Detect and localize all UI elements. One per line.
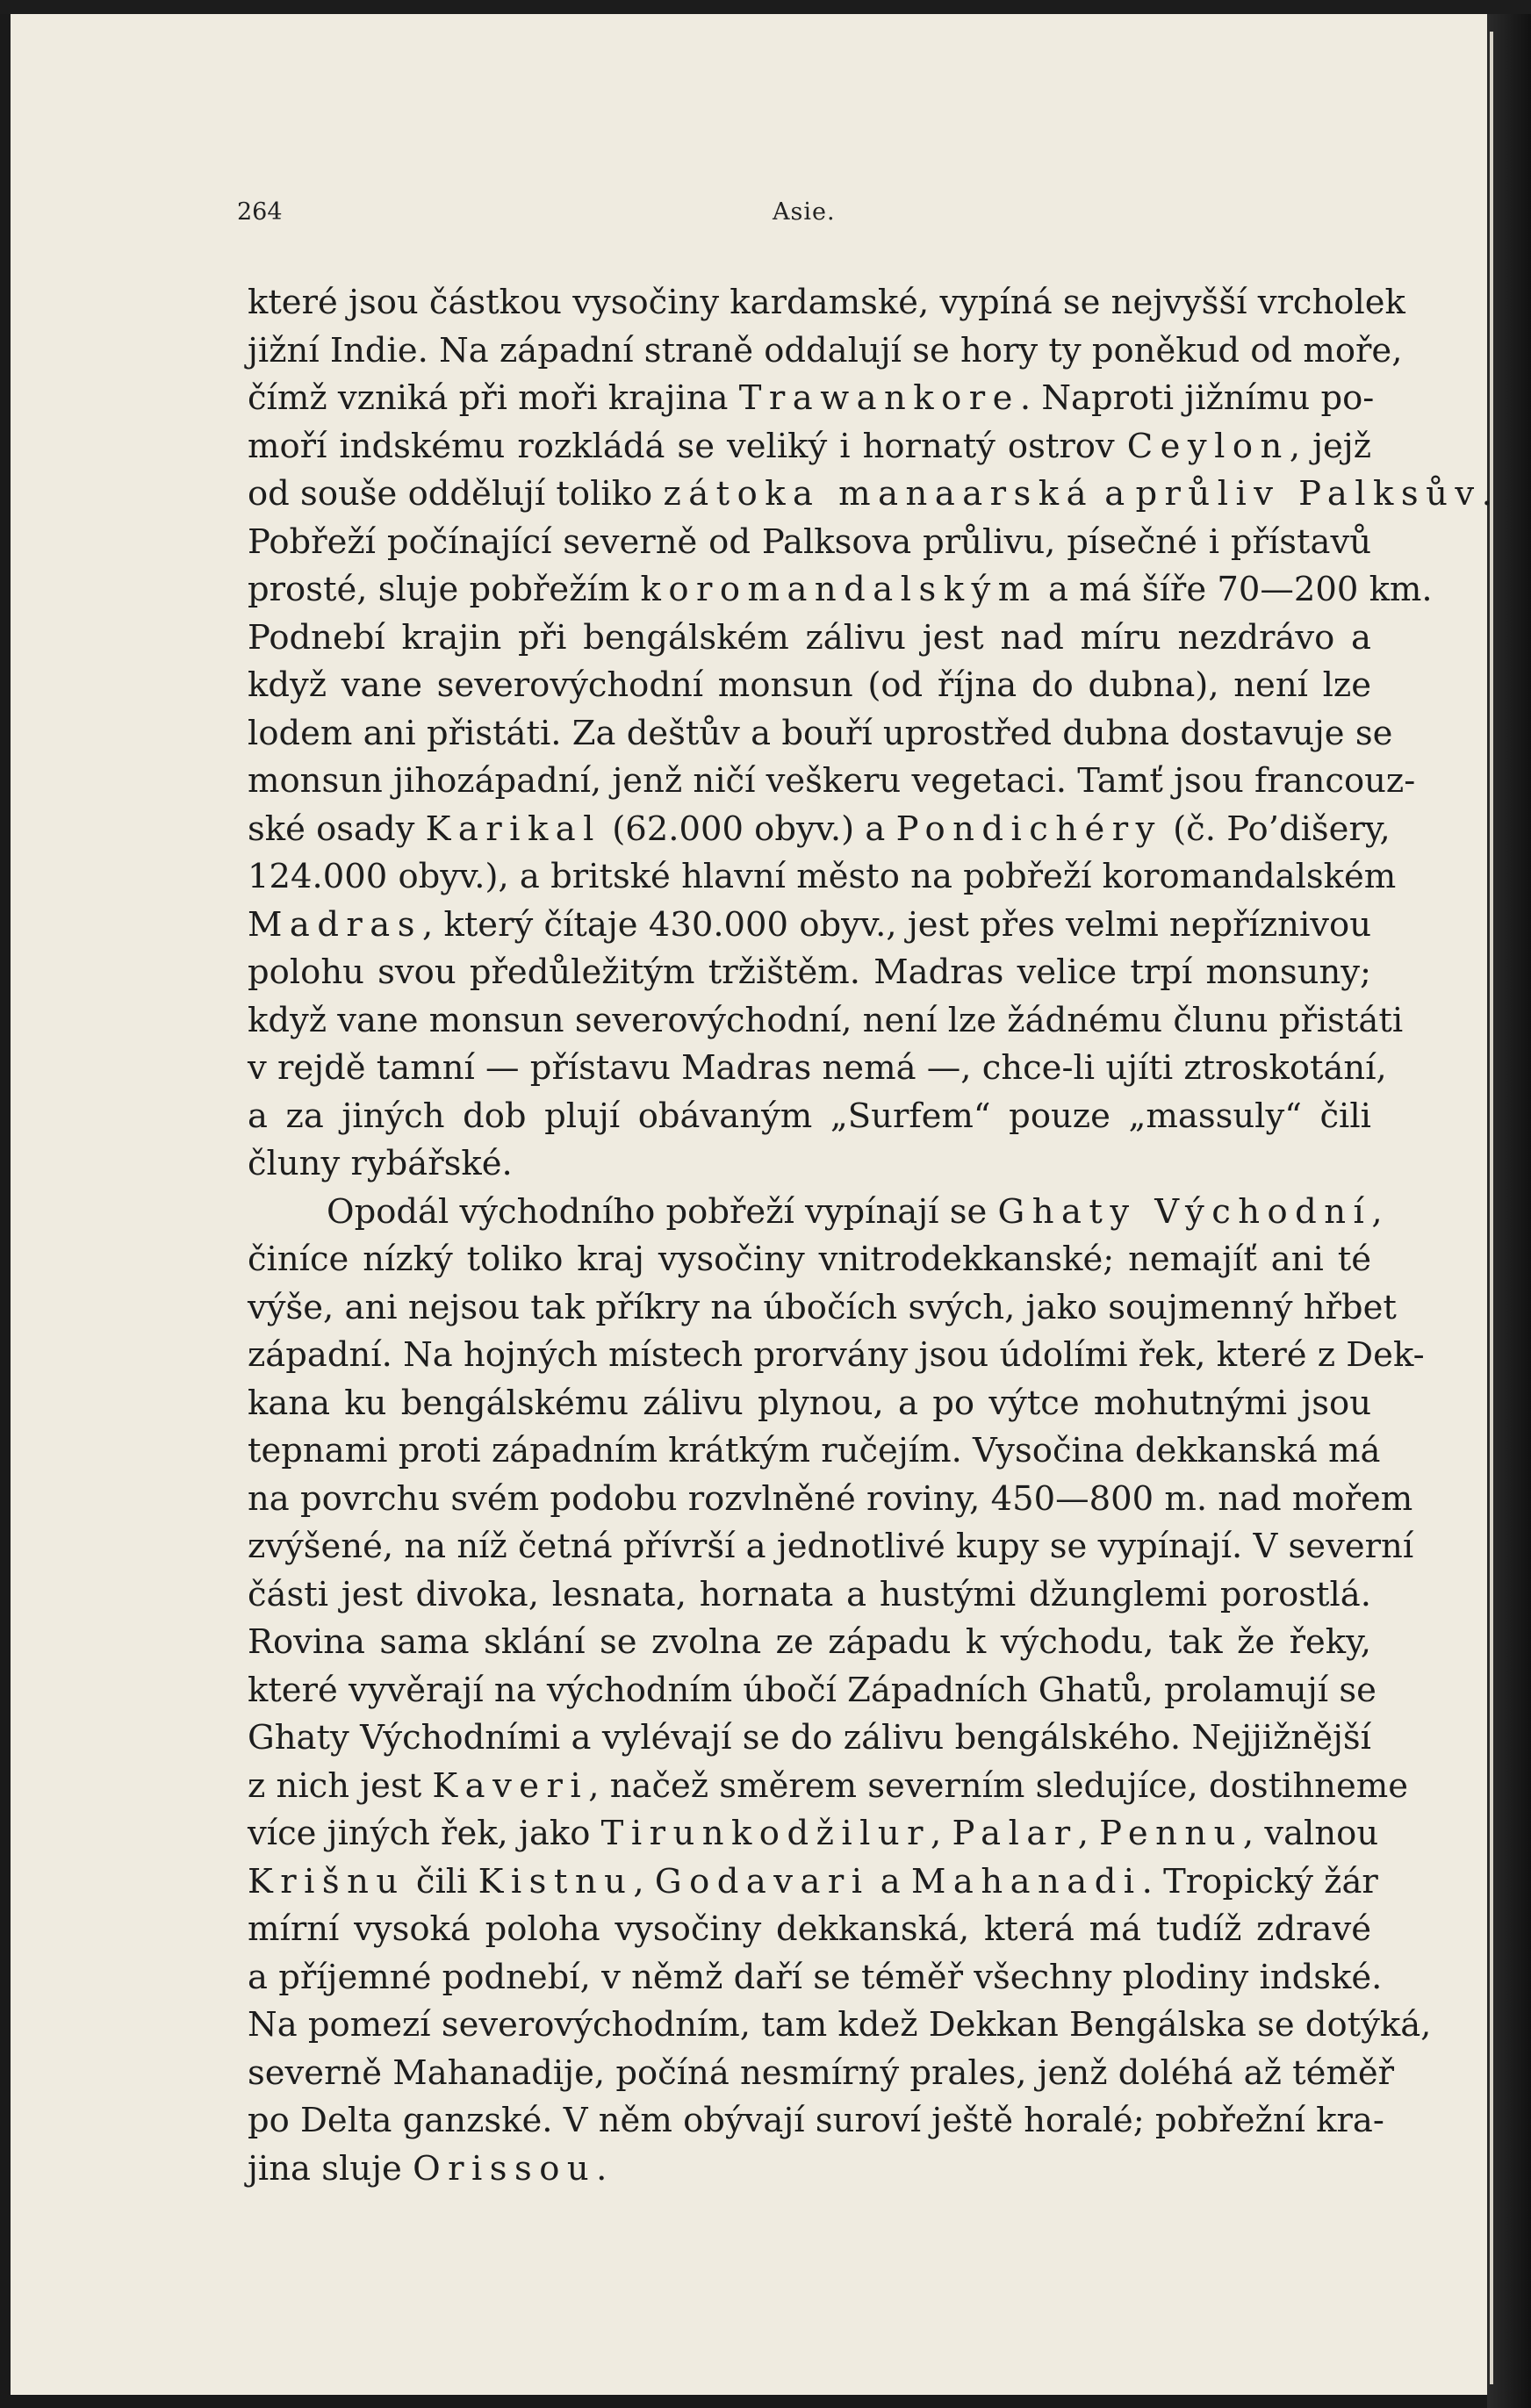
text-line	[248, 1140, 1371, 1189]
text-line	[248, 2146, 1371, 2194]
text-segment: (č. Po’dišery,	[1161, 809, 1391, 849]
text-segment: tepnami proti západním krátkým ručejím. Vysočina dekkanská má	[248, 1431, 1381, 1470]
text-line	[248, 2050, 1395, 2098]
text-line	[248, 2097, 1384, 2146]
text-segment: Opodál východního pobřeží vypínají se	[327, 1191, 998, 1232]
text-segment: jižní Indie. Na západní straně oddalují se hory ty poněkud od moře,	[248, 330, 1403, 370]
text-segment: polohu svou předůležitým tržištěm. Madras velice trpí monsuny;	[248, 952, 1371, 992]
text-line	[248, 1619, 1371, 1667]
text-segment: ,	[1371, 1191, 1383, 1232]
text-line	[248, 279, 1405, 327]
text-line	[248, 1332, 1425, 1380]
text-line	[248, 1858, 1378, 1907]
text-line	[248, 1093, 1371, 1141]
text-segment: ,	[1077, 1814, 1100, 1853]
text-segment: (62.000 obyv.) a	[600, 809, 896, 849]
text-segment: Na pomezí severovýchodním, tam kdež Dekkan Bengálska se dotýká,	[248, 2005, 1432, 2045]
spaced-term: Karikal	[425, 809, 601, 849]
text-line	[248, 1284, 1397, 1333]
text-line	[248, 1571, 1371, 1620]
text-line	[248, 853, 1397, 902]
spaced-term: zátoka manaarská	[663, 474, 1094, 514]
text-segment: když vane monsun severovýchodní, není lze žádnému člunu přistáti	[248, 1000, 1404, 1040]
text-segment: a za jiných dob plují obávaným „Surfem“ pouze „massuly“ čili	[248, 1096, 1371, 1136]
text-segment: po Delta ganzské. V něm obývají suroví ještě horalé; pobřežní kra-	[248, 2101, 1384, 2140]
text-line	[248, 327, 1403, 376]
text-segment: kana ku bengálskému zálivu plynou, a po výtce mohutnými jsou	[248, 1383, 1371, 1423]
text-line	[248, 1427, 1381, 1476]
text-segment: v rejdě tamní — přístavu Madras nemá —, chce-li ujíti ztroskotání,	[248, 1048, 1387, 1088]
text-segment: činíce nízký toliko kraj vysočiny vnitrodekkanské; nemajíť ani té	[248, 1240, 1371, 1279]
spaced-term: koromandalským	[640, 570, 1038, 609]
text-segment: čímž vzniká při moři krajina	[248, 378, 739, 418]
spaced-term: Tirunkodžilur	[600, 1814, 931, 1853]
text-line	[248, 949, 1371, 997]
text-segment: prosté, sluje pobřežím	[248, 570, 641, 609]
text-segment: z nich jest	[248, 1765, 433, 1806]
spaced-term: Krišnu	[248, 1861, 406, 1901]
spaced-term: Kaveri	[432, 1765, 589, 1806]
text-segment: , valnou	[1242, 1814, 1379, 1853]
text-segment: čluny rybářské.	[248, 1144, 513, 1183]
text-segment: části jest divoka, lesnata, hornata a hustými džunglemi porostlá.	[248, 1574, 1371, 1614]
page-number: 264	[237, 198, 283, 226]
spaced-term: Palar	[952, 1814, 1078, 1853]
text-line	[248, 1810, 1379, 1858]
text-line	[248, 1906, 1371, 1954]
text-segment: Pobřeží počínající severně od Palksova průlivu, písečné i přístavů	[248, 521, 1371, 562]
text-line	[248, 423, 1371, 471]
text-segment: více jiných řek, jako	[248, 1814, 601, 1853]
text-segment: a	[1094, 474, 1136, 514]
text-line	[248, 1954, 1383, 2002]
running-title: Asie.	[773, 198, 836, 226]
text-segment: severně Mahanadije, počíná nesmírný prales, jenž doléhá až téměř	[248, 2052, 1395, 2093]
text-segment: ské osady	[248, 809, 426, 849]
text-line	[248, 662, 1371, 710]
scan-top-band	[0, 0, 1531, 14]
text-segment: které jsou částkou vysočiny kardamské, vypíná se nejvyšší vrcholek	[248, 283, 1405, 322]
text-segment: .	[596, 2148, 607, 2189]
text-line	[248, 2002, 1432, 2050]
text-line	[248, 710, 1393, 758]
spaced-term: průliv Palksův	[1135, 474, 1482, 514]
text-line	[248, 1714, 1371, 1763]
text-segment: Ghaty Východními a vylévají se do zálivu bengálského. Nejjižnější	[248, 1718, 1371, 1757]
text-segment: ,	[633, 1861, 655, 1901]
text-segment: monsun jihozápadní, jenž ničí veškeru vegetaci. Tamť jsou francouz-	[248, 761, 1416, 801]
spaced-term: Pennu	[1099, 1814, 1243, 1853]
text-line	[248, 471, 1492, 519]
text-segment: 124.000 obyv.), a britské hlavní město na pobřeží koromandalském	[248, 857, 1397, 896]
body-text	[248, 279, 1492, 2193]
text-segment: od souše oddělují toliko	[248, 474, 664, 514]
text-line	[248, 1380, 1371, 1428]
text-segment: mírní vysoká poloha vysočiny dekkanská, která má tudíž zdravé	[248, 1909, 1371, 1949]
text-segment: .	[1481, 474, 1492, 514]
spaced-term: Pondichéry	[895, 809, 1162, 849]
text-segment: zvýšené, na níž četná přívrší a jednotlivé kupy se vypínají. V severní	[248, 1527, 1414, 1566]
text-line	[248, 519, 1371, 567]
spaced-term: Godavari	[654, 1861, 870, 1901]
text-segment: a	[869, 1861, 911, 1901]
text-segment: a příjemné podnebí, v němž daří se téměř všechny plodiny indské.	[248, 1957, 1383, 1997]
text-segment: lodem ani přistáti. Za deštův a bouří uprostřed dubna dostavuje se	[248, 713, 1393, 753]
text-line	[248, 758, 1416, 806]
text-segment: Rovina sama sklání se zvolna ze západu k východu, tak že řeky,	[248, 1622, 1371, 1662]
text-line	[248, 1523, 1414, 1571]
text-line	[248, 566, 1433, 615]
text-segment: , načež směrem severním sledujíce, dostihneme	[588, 1765, 1409, 1806]
spaced-term: Kistnu	[478, 1861, 634, 1901]
text-segment: , který čítaje 430.000 obyv., jest přes velmi nepříznivou	[421, 904, 1371, 945]
text-line	[248, 375, 1375, 423]
text-segment: západní. Na hojných místech prorvány jsou údolími řek, které z Dek-	[248, 1335, 1425, 1375]
spaced-term: Madras	[248, 904, 422, 945]
text-line	[248, 1667, 1376, 1715]
text-line	[248, 902, 1371, 950]
text-line	[248, 1476, 1413, 1524]
text-line	[248, 997, 1404, 1046]
text-line	[248, 1045, 1387, 1093]
text-segment: na povrchu svém podobu rozvlněné roviny, 450—800 m. nad mořem	[248, 1478, 1413, 1519]
text-segment: když vane severovýchodní monsun (od října do dubna), není lze	[248, 665, 1371, 705]
spaced-term: Mahanadi	[911, 1861, 1142, 1901]
text-line	[248, 1763, 1409, 1811]
text-segment: . Tropický žár	[1141, 1861, 1378, 1901]
spaced-term: Orissou	[413, 2148, 597, 2189]
text-segment: moří indskému rozkládá se veliký i hornatý ostrov	[248, 426, 1127, 466]
text-line	[248, 1189, 1383, 1237]
spaced-term: Ghaty Východní	[997, 1191, 1372, 1232]
page-header	[235, 191, 1364, 235]
book-spine-edge	[1487, 14, 1531, 2408]
text-segment: , jejž	[1289, 426, 1372, 466]
text-segment: Podnebí krajin při bengálském zálivu jest nad míru nezdrávo a	[248, 617, 1371, 658]
text-segment: čili	[405, 1861, 478, 1901]
text-segment: ,	[931, 1814, 952, 1853]
spaced-term: Ceylon	[1126, 426, 1290, 466]
text-line	[248, 615, 1371, 663]
text-line	[248, 1236, 1371, 1284]
text-segment: výše, ani nejsou tak příkry na úbočích svých, jako soujmenný hřbet	[248, 1287, 1397, 1327]
page-edge-sheet	[1490, 32, 1493, 2384]
text-line	[248, 806, 1391, 854]
text-segment: a má šíře 70—200 km.	[1037, 570, 1433, 609]
spaced-term: Trawankore	[738, 378, 1020, 418]
text-segment: které vyvěrají na východním úbočí Západních Ghatů, prolamují se	[248, 1670, 1376, 1710]
text-segment: . Naproti jižnímu po-	[1019, 378, 1375, 418]
text-segment: jina sluje	[248, 2148, 413, 2189]
